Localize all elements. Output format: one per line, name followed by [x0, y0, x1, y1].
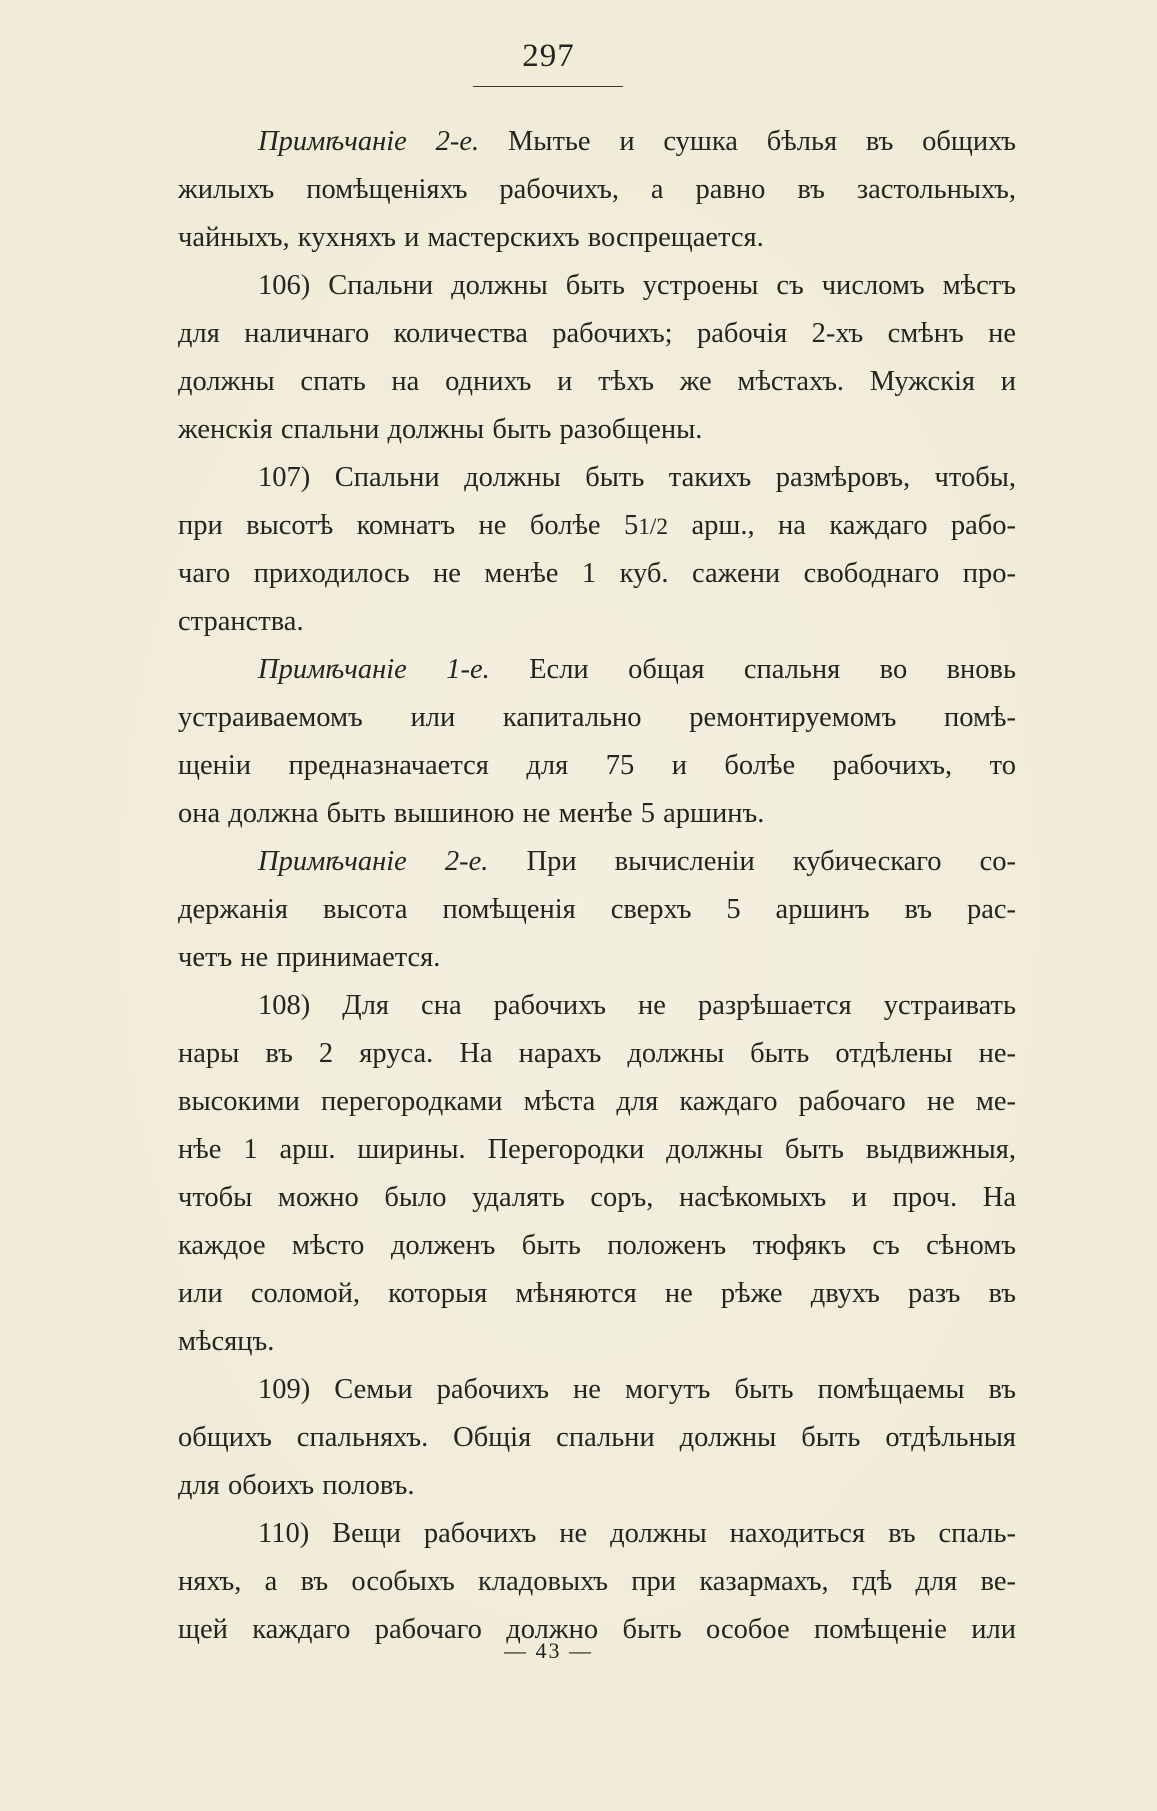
text-line [178, 790, 1016, 838]
text-line [178, 982, 1016, 1030]
text-line [178, 1030, 1016, 1078]
text-run: няхъ, а въ особыхъ кладовыхъ при казармахъ, гдѣ для ве- [178, 1566, 1016, 1597]
text-run: устраиваемомъ или капитально ремонтируемомъ помѣ- [178, 702, 1016, 733]
text-line [178, 310, 1016, 358]
text-line [178, 1270, 1016, 1318]
text-run: Мытье и сушка бѣлья въ общихъ [479, 126, 1016, 157]
text-run: арш., на каждаго рабо- [668, 510, 1016, 541]
text-run: щеніи предназначается для 75 и болѣе рабочихъ, то [178, 750, 1016, 781]
text-line [178, 1222, 1016, 1270]
text-run: мѣсяцъ. [178, 1326, 275, 1357]
body-text [178, 118, 1016, 1654]
text-line [178, 838, 1016, 886]
text-line [178, 1078, 1016, 1126]
text-line [178, 1174, 1016, 1222]
text-run: четъ не принимается. [178, 942, 441, 973]
text-line [178, 502, 1016, 550]
text-line [178, 1510, 1016, 1558]
text-line [178, 1414, 1016, 1462]
text-line [178, 166, 1016, 214]
text-run: для наличнаго количества рабочихъ; рабочія 2-хъ смѣнъ не [178, 318, 1016, 349]
text-line [178, 358, 1016, 406]
text-line [178, 646, 1016, 694]
text-run: женскія спальни должны быть разобщены. [178, 414, 703, 445]
text-line [178, 1318, 1016, 1366]
text-run: нары въ 2 яруса. На нарахъ должны быть отдѣлены не- [178, 1038, 1016, 1069]
text-run: чайныхъ, кухняхъ и мастерскихъ воспрещается. [178, 222, 764, 253]
text-line [178, 454, 1016, 502]
text-run: жилыхъ помѣщеніяхъ рабочихъ, а равно въ застольныхъ, [178, 174, 1016, 205]
page-number: 297 [522, 38, 575, 74]
text-run: Если общая спальня во вновь [489, 654, 1016, 685]
text-line [178, 934, 1016, 982]
header-rule [473, 86, 623, 87]
text-line [178, 1126, 1016, 1174]
note-title: Примѣчаніе 2-е. [258, 846, 489, 877]
text-run: 110) Вещи рабочихъ не должны находиться въ спаль- [258, 1518, 1016, 1549]
text-run: странства. [178, 606, 304, 637]
signature-mark: — 43 — [504, 1638, 593, 1663]
text-line [178, 214, 1016, 262]
text-run: 109) Семьи рабочихъ не могутъ быть помѣщаемы въ [258, 1374, 1016, 1405]
text-run: 106) Спальни должны быть устроены съ числомъ мѣстъ [258, 270, 1016, 301]
text-run: общихъ спальняхъ. Общія спальни должны быть отдѣльныя [178, 1422, 1016, 1453]
text-line [178, 598, 1016, 646]
text-line [178, 1366, 1016, 1414]
text-line [178, 694, 1016, 742]
text-line [178, 1558, 1016, 1606]
text-run: каждое мѣсто долженъ быть положенъ тюфякъ съ сѣномъ [178, 1230, 1016, 1261]
text-run: высокими перегородками мѣста для каждаго рабочаго не ме- [178, 1086, 1016, 1117]
text-run: 108) Для сна рабочихъ не разрѣшается устраивать [258, 990, 1016, 1021]
text-run: или соломой, которыя мѣняются не рѣже двухъ разъ въ [178, 1278, 1016, 1309]
fraction: 1/2 [638, 514, 669, 540]
text-run: При вычисленіи кубическаго со- [488, 846, 1016, 877]
text-line [178, 406, 1016, 454]
text-run: чтобы можно было удалять соръ, насѣкомыхъ и проч. На [178, 1182, 1016, 1213]
text-run: щей каждаго рабочаго должно быть особое помѣщеніе или [178, 1614, 1016, 1645]
text-line [178, 886, 1016, 934]
text-line [178, 742, 1016, 790]
text-run: для обоихъ половъ. [178, 1470, 415, 1501]
text-line [178, 262, 1016, 310]
text-run: 107) Спальни должны быть такихъ размѣровъ, чтобы, [258, 462, 1016, 493]
text-line [178, 550, 1016, 598]
note-title: Примѣчаніе 1-е. [258, 654, 490, 685]
text-run: она должна быть вышиною не менѣе 5 аршинъ. [178, 798, 765, 829]
text-run: нѣе 1 арш. ширины. Перегородки должны быть выдвижныя, [178, 1134, 1016, 1165]
text-run: чаго приходилось не менѣе 1 куб. сажени свободнаго про- [178, 558, 1016, 589]
text-run: должны спать на однихъ и тѣхъ же мѣстахъ. Мужскія и [178, 366, 1016, 397]
text-run: держанія высота помѣщенія сверхъ 5 аршинъ въ рас- [178, 894, 1016, 925]
note-title: Примѣчаніе 2-е. [258, 126, 480, 157]
text-line [178, 118, 1016, 166]
text-run: при высотѣ комнатъ не болѣе 5 [178, 510, 639, 541]
text-line [178, 1462, 1016, 1510]
